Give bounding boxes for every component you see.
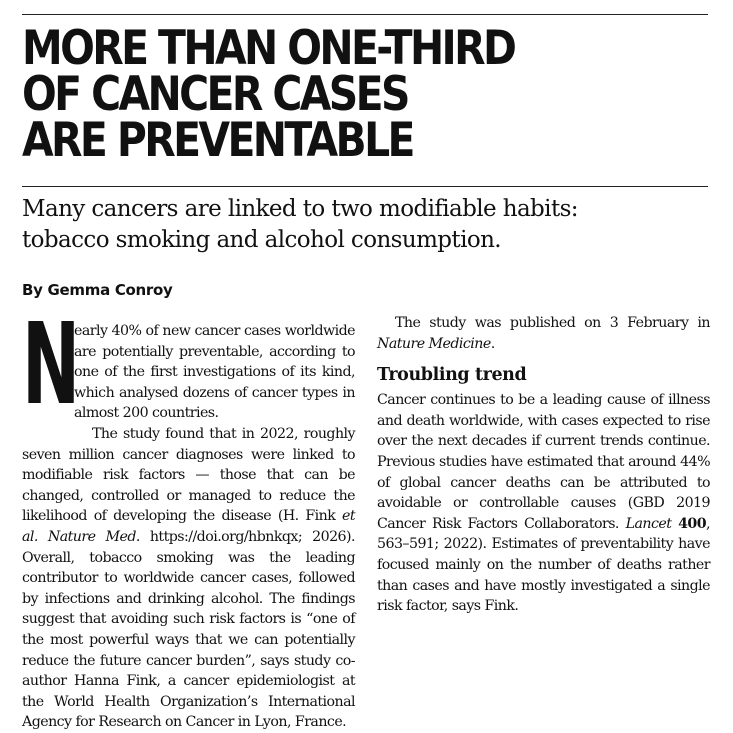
headline-rule bbox=[22, 186, 708, 187]
paragraph-publication bbox=[377, 313, 710, 354]
column-right bbox=[377, 272, 710, 617]
headline: MORE THAN ONE-THIRD OF CANCER CASES ARE PREVENTABLE bbox=[22, 21, 515, 168]
paragraph-intro-text: early 40% of new cancer cases worldwide are potentially preventable, according to one of the first investigations of its kind, which analysed dozens of cancer types in almost 200 countries. bbox=[74, 323, 355, 422]
paragraph-study-text-a: The study found that in 2022, roughly seven million cancer diagnoses were linked to modifiable risk factors — those that can be changed, controlled or managed to reduce the likelihood of developing the disease (H. Fink bbox=[22, 425, 355, 525]
standfirst: Many cancers are linked to two modifiable habits: tobacco smoking and alcohol consumption. bbox=[22, 196, 578, 253]
drop-cap: N bbox=[22, 300, 80, 430]
paragraph-study-findings bbox=[22, 424, 355, 733]
subheading: Troubling trend bbox=[377, 365, 527, 386]
top-rule bbox=[22, 14, 708, 15]
journal-name: Nature Medicine bbox=[377, 335, 491, 352]
byline: By Gemma Conroy bbox=[22, 281, 173, 299]
lancet-journal: Lancet bbox=[625, 515, 672, 532]
publication-text-a: The study was published on 3 February in bbox=[395, 315, 710, 331]
lancet-volume: 400 bbox=[678, 515, 707, 532]
paragraph-trend bbox=[377, 390, 710, 617]
paragraph-study-text-b: https://doi.org/hbnkqx; 2026). Overall, tobacco smoking was the leading contributor to worldwide cancer cases, followed by infections and drinking alcohol. The findings suggest that avoiding such risk factors is “one of the most powerful ways that we can potentially reduce the future cancer burden”, says study co-author Hanna Fink, a cancer epidemiologist at the World Health Organization’s International Agency for Research on Cancer in Lyon, France. bbox=[22, 528, 355, 731]
trend-text-b: , 563–591; 2022). Estimates of preventability have focused mainly on the number of deaths rather than cases and have mostly investigated a single risk factor, says Fink. bbox=[377, 515, 710, 615]
paragraph-intro bbox=[22, 300, 355, 430]
publication-text-b: . bbox=[490, 335, 495, 352]
trend-text-a: Cancer continues to be a leading cause of illness and death worldwide, with cases expected to rise over the next decades if current trends continue. Previous studies have estimated that around 44% of global cancer deaths can be attributed to avoidable or controllable causes (GBD 2019 Cancer Risk Factors Collaborators. bbox=[377, 392, 710, 532]
citation-italic: et al. Nature Med. bbox=[22, 508, 355, 545]
column-left bbox=[22, 280, 355, 733]
